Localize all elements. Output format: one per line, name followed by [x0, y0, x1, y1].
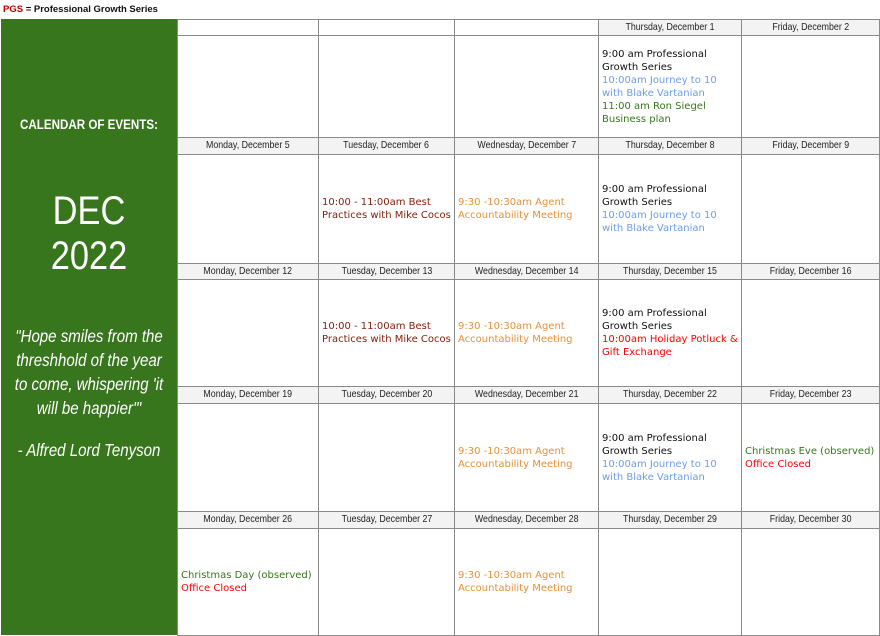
event-text-line: 9:30 -10:30am Agent [458, 570, 565, 581]
day-cell[interactable] [741, 154, 880, 264]
event-text-line: 10:00am Journey to 10 [602, 210, 717, 221]
day-header [454, 19, 599, 36]
calendar-event[interactable] [602, 333, 738, 359]
day-header-label: Thursday, December 15 [623, 265, 717, 277]
day-header-label: Friday, December 30 [769, 513, 852, 525]
day-header-label: Monday, December 19 [203, 388, 293, 400]
day-header [454, 137, 599, 155]
day-cell[interactable] [454, 403, 599, 512]
day-header-label: Monday, December 12 [203, 265, 293, 277]
day-header [318, 19, 455, 36]
event-text-line: 10:00 - 11:00am Best [322, 321, 431, 332]
day-cell[interactable] [177, 35, 319, 138]
day-header [177, 19, 319, 36]
day-cell[interactable] [318, 403, 455, 512]
event-text-line: Christmas Eve (observed) [745, 445, 875, 457]
event-text-line: Growth Series [602, 61, 673, 73]
day-header [177, 386, 319, 404]
month-title: DEC 2022 [50, 189, 128, 278]
quote-line: will be happier'" [36, 398, 142, 418]
day-cell[interactable] [741, 279, 880, 387]
quote-line: threshhold of the year [16, 350, 162, 370]
day-header-label: Thursday, December 29 [623, 513, 717, 525]
event-text-line: 11:00 am Ron Siegel [602, 100, 706, 112]
day-header-label: Friday, December 2 [772, 21, 849, 33]
day-header-label: Thursday, December 1 [625, 21, 715, 33]
day-header [598, 263, 742, 280]
day-cell[interactable] [598, 35, 742, 138]
day-header [741, 386, 880, 404]
calendar-event[interactable] [602, 209, 738, 235]
calendar-grid [177, 19, 879, 635]
day-cell[interactable] [318, 35, 455, 138]
calendar-event[interactable] [458, 196, 595, 222]
quote-line: to come, whispering 'it [14, 374, 164, 394]
day-header-label: Friday, December 16 [769, 265, 852, 277]
event-text-line: Accountability Meeting [458, 210, 573, 221]
day-header [741, 263, 880, 280]
day-header [318, 386, 455, 404]
calendar-event[interactable] [181, 582, 315, 595]
event-text-line: Business plan [602, 113, 671, 125]
day-header [454, 386, 599, 404]
day-header [318, 511, 455, 529]
quote [13, 324, 164, 420]
calendar-event[interactable] [602, 458, 738, 484]
day-cell[interactable] [741, 528, 880, 636]
event-text-line: 10:00 - 11:00am Best [322, 197, 431, 208]
event-text-line: Office Closed [745, 458, 811, 470]
day-cell[interactable] [177, 528, 319, 636]
event-text-line: 10:00am Journey to 10 [602, 74, 717, 86]
day-cell[interactable] [454, 528, 599, 636]
day-header-label: Tuesday, December 20 [341, 388, 432, 400]
day-cell[interactable] [177, 154, 319, 264]
day-header [741, 19, 880, 36]
event-text-line: 9:00 am Professional [602, 48, 707, 60]
day-header [741, 511, 880, 529]
day-header-label: Tuesday, December 13 [341, 265, 432, 277]
day-header-label: Wednesday, December 21 [474, 388, 579, 400]
day-header [454, 263, 599, 280]
calendar-event[interactable] [602, 183, 738, 209]
event-text-line: 9:00 am Professional [602, 308, 707, 319]
calendar-event[interactable] [602, 307, 738, 333]
event-text-line: Practices with Mike Cocos [322, 210, 451, 221]
day-header [177, 137, 319, 155]
event-text-line: Gift Exchange [602, 347, 672, 358]
event-text-line: 9:30 -10:30am Agent [458, 445, 565, 457]
day-header-label: Wednesday, December 14 [474, 265, 579, 277]
calendar-event[interactable] [322, 196, 451, 222]
day-header [177, 511, 319, 529]
day-cell[interactable] [318, 154, 455, 264]
calendar-event[interactable] [745, 458, 876, 471]
calendar-event[interactable] [458, 320, 595, 346]
event-text-line: Christmas Day (observed) [181, 570, 312, 581]
event-text-line: 9:00 am Professional [602, 432, 707, 444]
day-header [598, 137, 742, 155]
event-text-line: 10:00am Journey to 10 [602, 458, 717, 470]
day-header-label: Thursday, December 22 [623, 388, 717, 400]
event-text-line: Office Closed [181, 583, 247, 594]
day-cell[interactable] [454, 35, 599, 138]
day-header [598, 511, 742, 529]
event-text-line: Accountability Meeting [458, 458, 573, 470]
day-cell[interactable] [598, 279, 742, 387]
event-text-line: Growth Series [602, 321, 673, 332]
event-text-line: with Blake Vartanian [602, 471, 705, 483]
day-header-label: Friday, December 23 [769, 388, 852, 400]
event-text-line: 10:00am Holiday Potluck & [602, 334, 738, 345]
calendar-event[interactable] [745, 445, 876, 458]
calendar-event[interactable] [602, 432, 738, 458]
day-cell[interactable] [741, 35, 880, 138]
legend-text: = Professional Growth Series [23, 4, 158, 15]
quote-line: "Hope smiles from the [15, 326, 163, 346]
quote-author: - Alfred Lord Tenyson [17, 440, 161, 460]
event-text-line: Practices with Mike Cocos [322, 334, 451, 345]
day-cell[interactable] [177, 279, 319, 387]
day-header [318, 263, 455, 280]
day-cell[interactable] [598, 403, 742, 512]
day-cell[interactable] [598, 154, 742, 264]
day-cell[interactable] [598, 528, 742, 636]
calendar-event[interactable] [181, 569, 315, 582]
calendar-event[interactable] [322, 320, 451, 346]
legend [3, 4, 158, 18]
day-header-label: Monday, December 26 [203, 513, 293, 525]
day-header-label: Wednesday, December 7 [477, 139, 576, 151]
event-text-line: with Blake Vartanian [602, 87, 705, 99]
day-header [177, 263, 319, 280]
day-header [598, 19, 742, 36]
day-header [318, 137, 455, 155]
event-text-line: Accountability Meeting [458, 583, 573, 594]
legend-abbreviation: PGS [3, 4, 24, 15]
day-header-label: Friday, December 9 [772, 139, 849, 151]
event-text-line: Accountability Meeting [458, 334, 573, 345]
day-header-label: Monday, December 5 [206, 139, 290, 151]
calendar-label: CALENDAR OF EVENTS: [19, 117, 159, 132]
day-header-label: Tuesday, December 27 [341, 513, 432, 525]
calendar-event[interactable] [602, 48, 738, 74]
day-header [598, 386, 742, 404]
event-text-line: 9:00 am Professional [602, 184, 707, 195]
event-text-line: 9:30 -10:30am Agent [458, 321, 565, 332]
event-text-line: 9:30 -10:30am Agent [458, 197, 565, 208]
day-header-label: Wednesday, December 28 [474, 513, 579, 525]
sidebar [1, 19, 177, 635]
day-cell[interactable] [454, 279, 599, 387]
calendar-event[interactable] [458, 445, 595, 471]
calendar-event[interactable] [602, 100, 738, 126]
day-cell[interactable] [177, 403, 319, 512]
day-cell[interactable] [318, 279, 455, 387]
day-header [454, 511, 599, 529]
event-text-line: with Blake Vartanian [602, 223, 705, 234]
day-header-label: Thursday, December 8 [625, 139, 715, 151]
day-header [741, 137, 880, 155]
day-cell[interactable] [454, 154, 599, 264]
day-header-label: Tuesday, December 6 [343, 139, 430, 151]
calendar-event[interactable] [602, 74, 738, 100]
day-cell[interactable] [741, 403, 880, 512]
event-text-line: Growth Series [602, 197, 673, 208]
day-cell[interactable] [318, 528, 455, 636]
calendar-event[interactable] [458, 569, 595, 595]
event-text-line: Growth Series [602, 445, 673, 457]
